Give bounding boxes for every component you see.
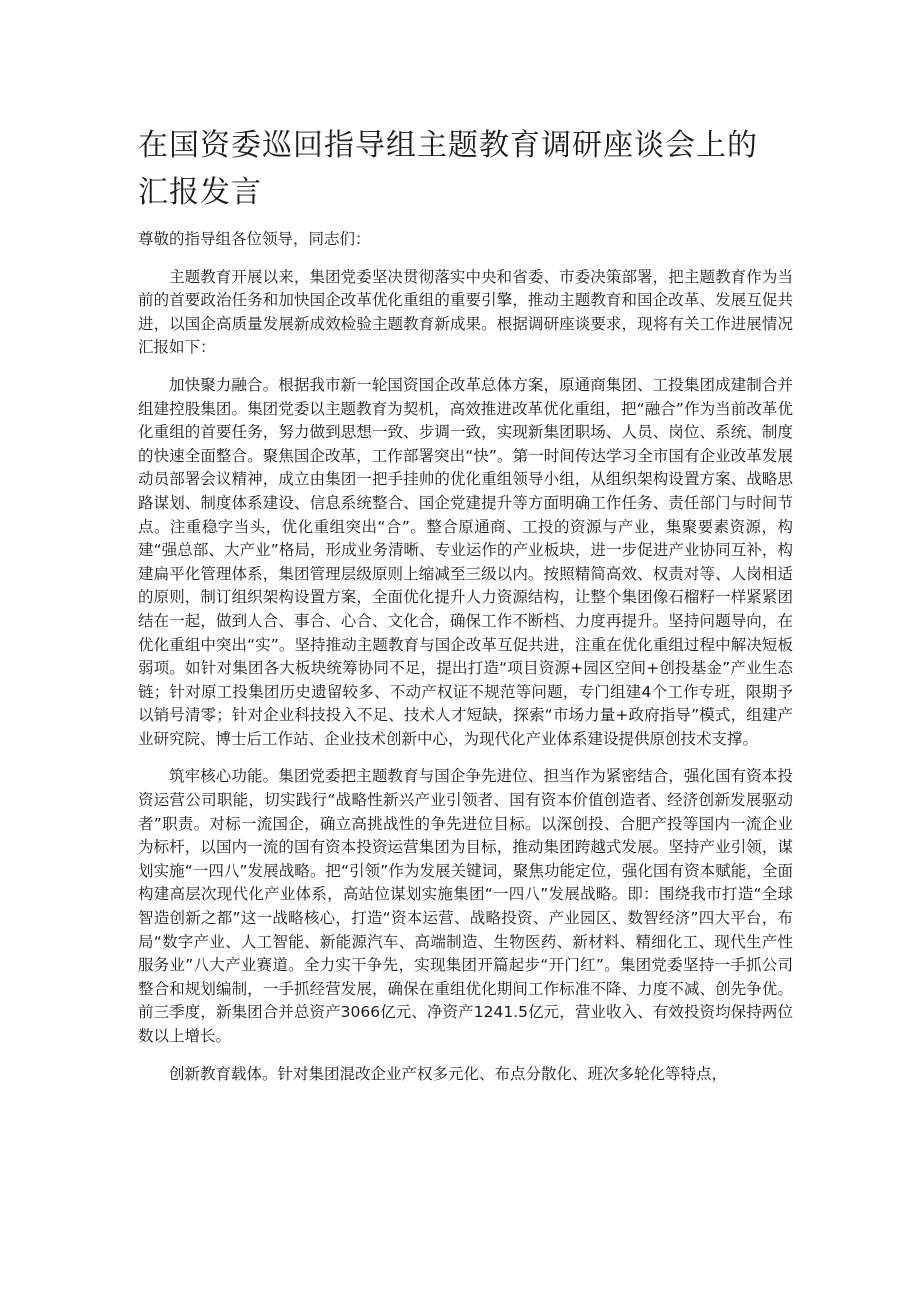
paragraph-intro: 主题教育开展以来，集团党委坚决贯彻落实中央和省委、市委决策部署，把主题教育作为当前的首要政治任务和加快国企改革优化重组的重要引擎，推动主题教育和国企改革、发展互促共进，以国企高质量发展新成效检验主题教育新成果。根据调研座谈要求，现将有关工作进展情况汇报如下： [138,267,793,357]
paragraph-integration: 加快聚力融合。根据我市新一轮国资国企改革总体方案，原通商集团、工投集团成建制合并组建控股集团。集团党委以主题教育为契机，高效推进改革优化重组，把“融合”作为当前改革优化重组的首要任务，努力做到思想一致、步调一致，实现新集团职场、人员、岗位、系统、制度的快速全面整合。聚焦国企改革，工作部署突出“快”。第一时间传达学习全市国有企业改革发展动员部署会议精神，成立由集团一把手挂帅的优化重组领导小组，从组织架构设置方案、战略思路谋划、制度体系建设、信息系统整合、国企党建提升等方面明确工作任务、责任部门与时间节点。注重稳字当头，优化重组突出“合”。整合原通商、工投的资源与产业，集聚要素资源，构建“强总部、大产业”格局，形成业务清晰、专业运作的产业板块，进一步促进产业协同互补，构建扁平化管理体系，集团管理层级原则上缩减至三级以内。按照精简高效、权责对等、人岗相适的原则，制订组织架构设置方案，全面优化提升人力资源结构，让整个集团像石榴籽一样紧紧团结在一起，做到人合、事合、心合、文化合，确保工作不断档、力度再提升。坚持问题导向，在优化重组中突出“实”。坚持推动主题教育与国企改革互促共进，注重在优化重组过程中解决短板弱项。如针对集团各大板块统筹协同不足，提出打造“项目资源+园区空间+创投基金”产业生态链；针对原工投集团历史遗留较多、不动产权证不规范等问题，专门组建4个工作专班，限期予以销号清零；针对企业科技投入不足、技术人才短缺，探索“市场力量+政府指导”模式，组建产业研究院、博士后工作站、企业技术创新中心，为现代化产业体系建设提供原创技术支撑。 [138,375,793,748]
salutation: 尊敬的指导组各位领导，同志们： [138,230,371,248]
document-body [138,228,793,1100]
document-title: 在国资委巡回指导组主题教育调研座谈会上的汇报发言 [138,128,758,210]
paragraph-education-carrier: 创新教育载体。针对集团混改企业产权多元化、布点分散化、班次多轮化等特点， [169,1064,728,1083]
paragraph-core-function: 筑牢核心功能。集团党委把主题教育与国企争先进位、担当作为紧密结合，强化国有资本投资运营公司职能，切实践行“战略性新兴产业引领者、国有资本价值创造者、经济创新发展驱动者”职责。对标一流国企，确立高挑战性的争先进位目标。以深创投、合肥产投等国内一流企业为标杆，以国内一流的国有资本投资运营集团为目标，推动集团跨越式发展。坚持产业引领，谋划实施“一四八”发展战略。把“引领”作为发展关键词，聚焦功能定位，强化国有资本赋能，全面构建高层次现代化产业体系，高站位谋划实施集团“一四八”发展战略。即：围绕我市打造“全球智造创新之都”这一战略核心，打造“资本运营、战略投资、产业园区、数智经济”四大平台，布局“数字产业、人工智能、新能源汽车、高端制造、生物医药、新材料、精细化工、现代生产性服务业”八大产业赛道。全力实干争先，实现集团开篇起步“开门红”。集团党委坚持一手抓公司整合和规划编制，一手抓经营发展，确保在重组优化期间工作标准不降、力度不减、创先争优。前三季度，新集团合并总资产3066亿元、净资产1241.5亿元，营业收入、有效投资均保持两位数以上增长。 [138,767,793,1045]
